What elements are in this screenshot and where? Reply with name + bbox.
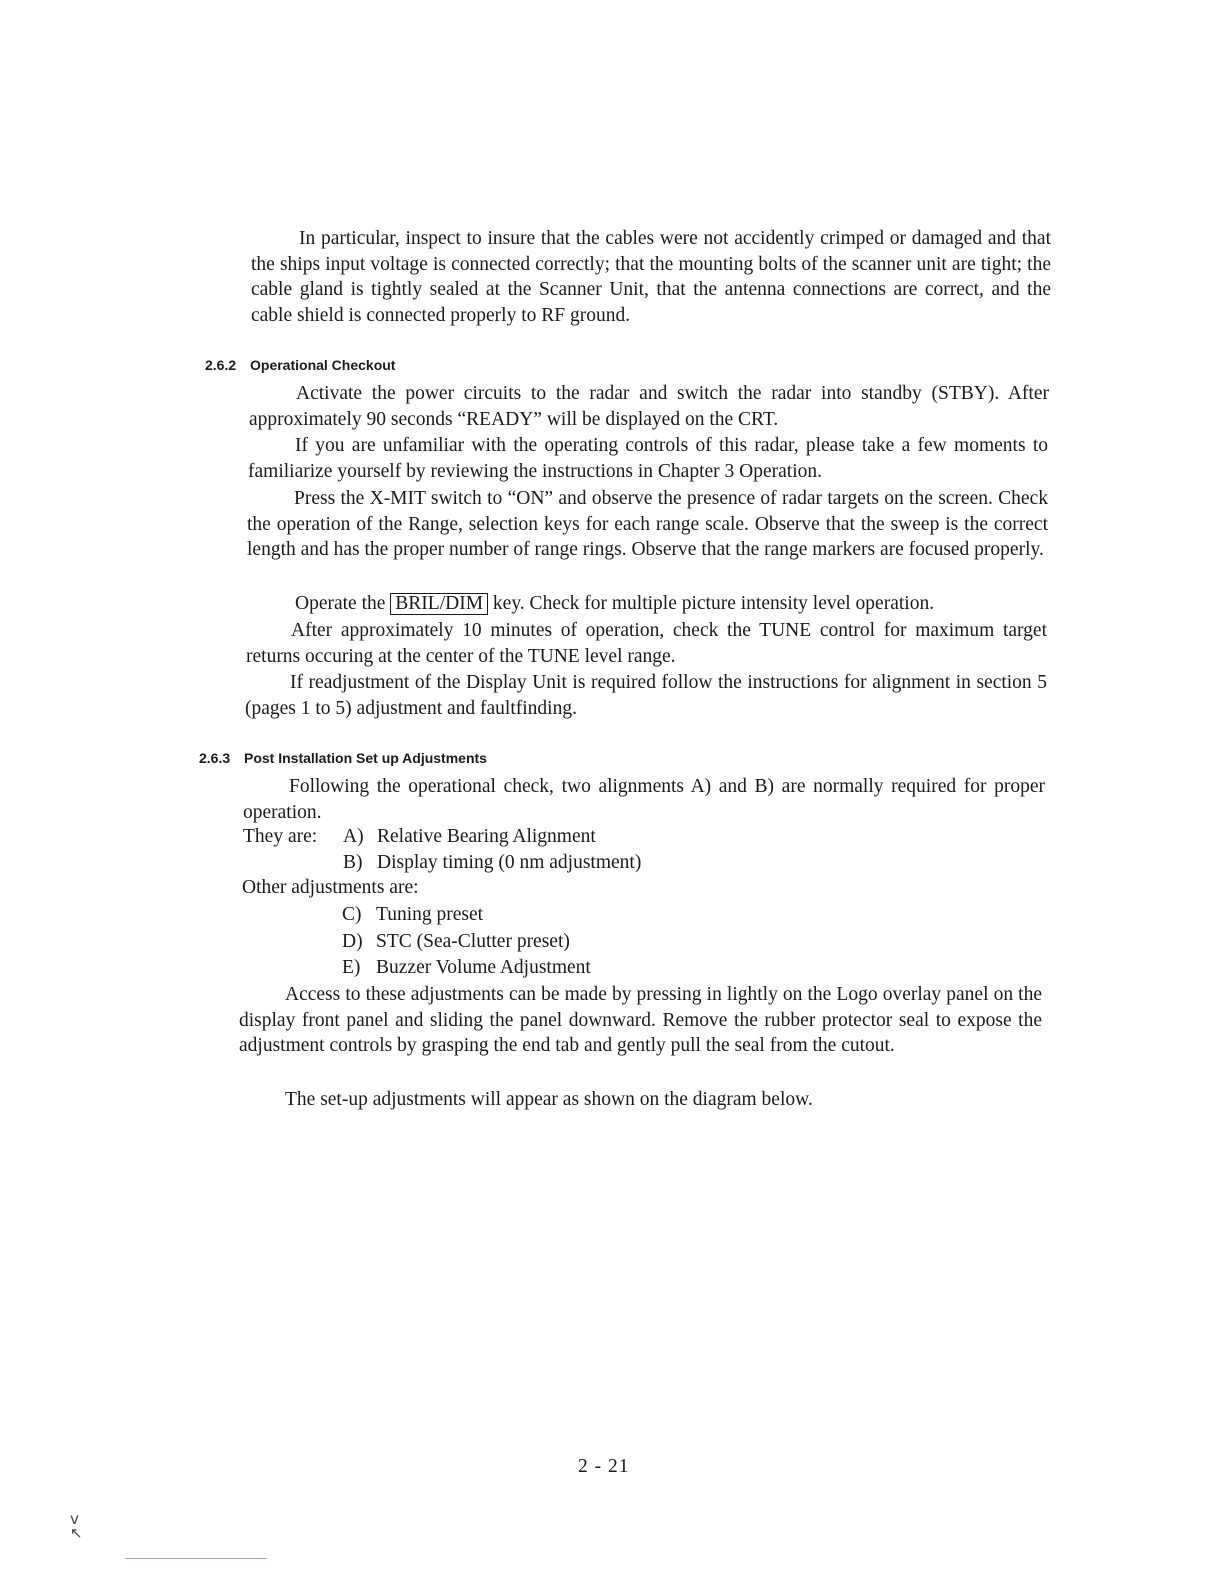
other-list-row-d (342, 929, 570, 954)
list-item-text: Buzzer Volume Adjustment (376, 957, 591, 978)
required-list-row-a (243, 824, 596, 849)
paragraph-setup-diagram: The set-up adjustments will appear as shown on the diagram below. (285, 1089, 813, 1110)
list-letter: D) (342, 931, 363, 952)
bril-dim-trail-text: key. Check for multiple picture intensity level operation. (492, 593, 935, 614)
other-adjustments-label: Other adjustments are: (242, 877, 419, 898)
paragraph-xmit-switch: Press the X-MIT switch to “ON” and observe the presence of radar targets on the screen. Check the operation of the Range, selection keys for each range scale. Observe that the sweep is the correct length and has the proper number of range rings. Observe that the range markers are focused properly. (247, 488, 1048, 560)
list-letter: A) (343, 826, 364, 847)
list-item-text: Tuning preset (376, 904, 484, 925)
list-item-text: Relative Bearing Alignment (377, 826, 596, 847)
section-heading-2-6-2 (205, 356, 395, 374)
they-are-label: They are: (243, 826, 318, 847)
required-list-row-b (343, 850, 641, 875)
margin-mark: v ↖ (70, 1510, 83, 1542)
paragraph-tune-control: After approximately 10 minutes of operation, check the TUNE control for maximum target returns occuring at the center of the TUNE level range. (246, 620, 1047, 667)
paragraph-access-adjustments: Access to these adjustments can be made by pressing in lightly on the Logo overlay panel on the display front panel and sliding the panel downward. Remove the rubber protector seal to expose the adjustment controls by grasping the end tab and gently pull the seal from the cutout. (239, 984, 1042, 1056)
intro-paragraph: In particular, inspect to insure that the cables were not accidently crimped or damaged and that the ships input voltage is connected correctly; that the mounting bolts of the scanner unit are tight; the cable gland is tightly sealed at the Scanner Unit, that the antenna connections are correct, and the cable shield is connected properly to RF ground. (251, 228, 1051, 326)
section-title: Post Installation Set up Adjustments (244, 750, 487, 766)
bottom-rule (125, 1558, 267, 1559)
list-letter: B) (343, 852, 363, 873)
paragraph-following-check: Following the operational check, two alignments A) and B) are normally required for proper operation. (243, 776, 1045, 823)
other-list-row-c (342, 902, 483, 927)
list-letter: C) (342, 904, 362, 925)
list-item-text: STC (Sea-Clutter preset) (376, 931, 570, 952)
section-heading-2-6-3 (199, 749, 487, 767)
bril-dim-key-label: BRIL/DIM (390, 593, 488, 615)
list-item-text: Display timing (0 nm adjustment) (377, 852, 642, 873)
page-number: 2 - 21 (578, 1456, 630, 1477)
paragraph-activate-power: Activate the power circuits to the radar and switch the radar into standby (STBY). After approximately 90 seconds “READY” will be displayed on the CRT. (249, 383, 1049, 430)
paragraph-bril-dim (295, 591, 934, 616)
section-title: Operational Checkout (250, 357, 396, 373)
paragraph-unfamiliar-controls: If you are unfamiliar with the operating controls of this radar, please take a few moments to familiarize yourself by reviewing the instructions in Chapter 3 Operation. (248, 435, 1048, 482)
list-letter: E) (342, 957, 361, 978)
paragraph-readjustment: If readjustment of the Display Unit is required follow the instructions for alignment in section 5 (pages 1 to 5) adjustment and faultfinding. (245, 672, 1047, 719)
other-list-row-e (342, 955, 591, 980)
section-number: 2.6.2 (205, 357, 237, 373)
section-number: 2.6.3 (199, 750, 231, 766)
bril-dim-lead-text: Operate the (295, 593, 386, 614)
